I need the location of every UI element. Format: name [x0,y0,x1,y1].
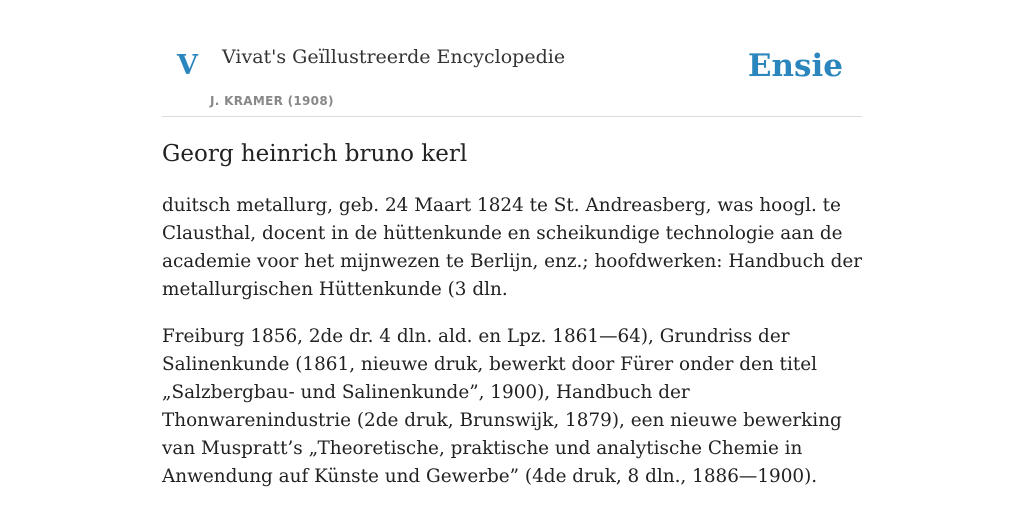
entry-title: Georg heinrich bruno kerl [162,141,468,167]
book-title[interactable]: Vivat's Geïllustreerde Encyclopedie [222,46,566,68]
entry-paragraph: Freiburg 1856, 2de dr. 4 dln. ald. en Lpz. 1861—64), Grundriss der Salinenkunde (1861, nieuwe druk, bewerkt door Fürer onder den titel „Salzbergbau- und Salinenkunde”, 1900), Handbuch der Thonwarenindustrie (2de druk, Brunswijk, 1879), een nieuwe bewerking van Muspratt’s „Theoretische, praktische und analytische Chemie in Anwendung auf Künste und Gewerbe” (4de druk, 8 dln., 1886—1900). [162,326,842,487]
site-header [162,0,862,117]
entry-paragraph: duitsch metallurg, geb. 24 Maart 1824 te St. Andreasberg, was hoogl. te Clausthal, docent in de hüttenkunde en scheikundige technologie aan de academie voor het mijnwezen te Berlijn, enz.; hoofdwerken: Handbuch der metallurgischen Hüttenkunde (3 dln. [162,195,863,300]
book-author: J. KRAMER (1908) [210,94,334,108]
ensie-logo-link[interactable]: Ensie [747,48,843,84]
book-logo-icon[interactable]: V [177,50,198,81]
